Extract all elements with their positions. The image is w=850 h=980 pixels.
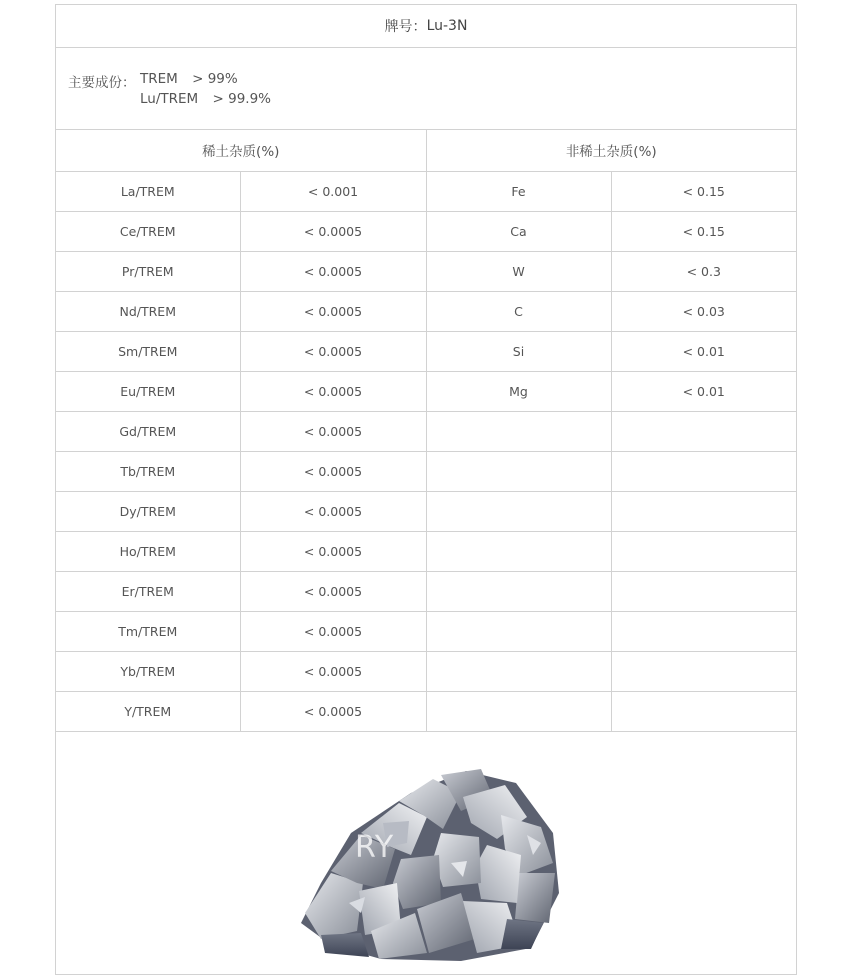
non-rare-earth-name [426, 651, 611, 691]
trem-value: > 99% [192, 71, 238, 87]
non-rare-earth-name [426, 611, 611, 651]
product-photo-area [56, 749, 796, 974]
table-row [56, 691, 796, 731]
trem-name: TREM [140, 71, 178, 87]
lu-value: > 99.9% [212, 91, 271, 107]
rare-earth-value: < 0.0005 [240, 411, 426, 451]
non-rare-earth-value [611, 491, 796, 531]
header-rare-earth: 稀土杂质(%) [56, 129, 426, 171]
non-rare-earth-value: < 0.01 [611, 331, 796, 371]
lu-name: Lu/TREM [140, 91, 199, 107]
non-rare-earth-name: Fe [426, 171, 611, 211]
non-rare-earth-value [611, 651, 796, 691]
rare-earth-name: Nd/TREM [56, 291, 240, 331]
grade-label: 牌号： [384, 19, 427, 35]
non-rare-earth-name: Si [426, 331, 611, 371]
non-rare-earth-name: W [426, 251, 611, 291]
main-composition-label: 主要成份： [68, 75, 136, 91]
table-row [56, 291, 796, 331]
non-rare-earth-value [611, 451, 796, 491]
non-rare-earth-name: Mg [426, 371, 611, 411]
table-row [56, 211, 796, 251]
rare-earth-name: Dy/TREM [56, 491, 240, 531]
impurity-table [56, 129, 796, 732]
grade-value: Lu-3N [426, 18, 468, 34]
lutetium-chunks-image [291, 763, 563, 963]
non-rare-earth-value [611, 571, 796, 611]
watermark-text: RY [355, 830, 395, 865]
table-header-row [56, 129, 796, 171]
spec-sheet [55, 4, 797, 975]
rare-earth-name: Sm/TREM [56, 331, 240, 371]
non-rare-earth-value [611, 691, 796, 731]
table-row [56, 371, 796, 411]
table-row [56, 171, 796, 211]
non-rare-earth-value [611, 531, 796, 571]
non-rare-earth-value: < 0.15 [611, 171, 796, 211]
non-rare-earth-name [426, 451, 611, 491]
main-composition-lu [140, 91, 281, 107]
non-rare-earth-value: < 0.01 [611, 371, 796, 411]
rare-earth-name: Er/TREM [56, 571, 240, 611]
rare-earth-name: Eu/TREM [56, 371, 240, 411]
rare-earth-value: < 0.001 [240, 171, 426, 211]
rare-earth-name: Tm/TREM [56, 611, 240, 651]
rare-earth-value: < 0.0005 [240, 691, 426, 731]
rare-earth-value: < 0.0005 [240, 371, 426, 411]
table-row [56, 251, 796, 291]
table-row [56, 451, 796, 491]
non-rare-earth-value: < 0.15 [611, 211, 796, 251]
rare-earth-value: < 0.0005 [240, 451, 426, 491]
rare-earth-value: < 0.0005 [240, 251, 426, 291]
table-row [56, 611, 796, 651]
rare-earth-value: < 0.0005 [240, 211, 426, 251]
rare-earth-value: < 0.0005 [240, 291, 426, 331]
rare-earth-name: Y/TREM [56, 691, 240, 731]
non-rare-earth-value: < 0.03 [611, 291, 796, 331]
table-row [56, 411, 796, 451]
non-rare-earth-name [426, 531, 611, 571]
table-row [56, 651, 796, 691]
non-rare-earth-value [611, 411, 796, 451]
non-rare-earth-name: Ca [426, 211, 611, 251]
rare-earth-name: Gd/TREM [56, 411, 240, 451]
rare-earth-name: Pr/TREM [56, 251, 240, 291]
rare-earth-value: < 0.0005 [240, 531, 426, 571]
rare-earth-value: < 0.0005 [240, 651, 426, 691]
non-rare-earth-name [426, 691, 611, 731]
rare-earth-name: La/TREM [56, 171, 240, 211]
non-rare-earth-name [426, 411, 611, 451]
rare-earth-value: < 0.0005 [240, 571, 426, 611]
non-rare-earth-value: < 0.3 [611, 251, 796, 291]
rare-earth-name: Tb/TREM [56, 451, 240, 491]
rare-earth-value: < 0.0005 [240, 491, 426, 531]
rare-earth-name: Yb/TREM [56, 651, 240, 691]
table-row [56, 491, 796, 531]
non-rare-earth-name [426, 571, 611, 611]
header-non-rare-earth: 非稀土杂质(%) [426, 129, 796, 171]
main-composition [56, 47, 796, 130]
main-composition-trem [140, 71, 248, 87]
table-row [56, 331, 796, 371]
rare-earth-value: < 0.0005 [240, 331, 426, 371]
table-row [56, 531, 796, 571]
table-row [56, 571, 796, 611]
rare-earth-name: Ce/TREM [56, 211, 240, 251]
non-rare-earth-value [611, 611, 796, 651]
non-rare-earth-name: C [426, 291, 611, 331]
rare-earth-name: Ho/TREM [56, 531, 240, 571]
rare-earth-value: < 0.0005 [240, 611, 426, 651]
grade-row [56, 5, 796, 48]
non-rare-earth-name [426, 491, 611, 531]
